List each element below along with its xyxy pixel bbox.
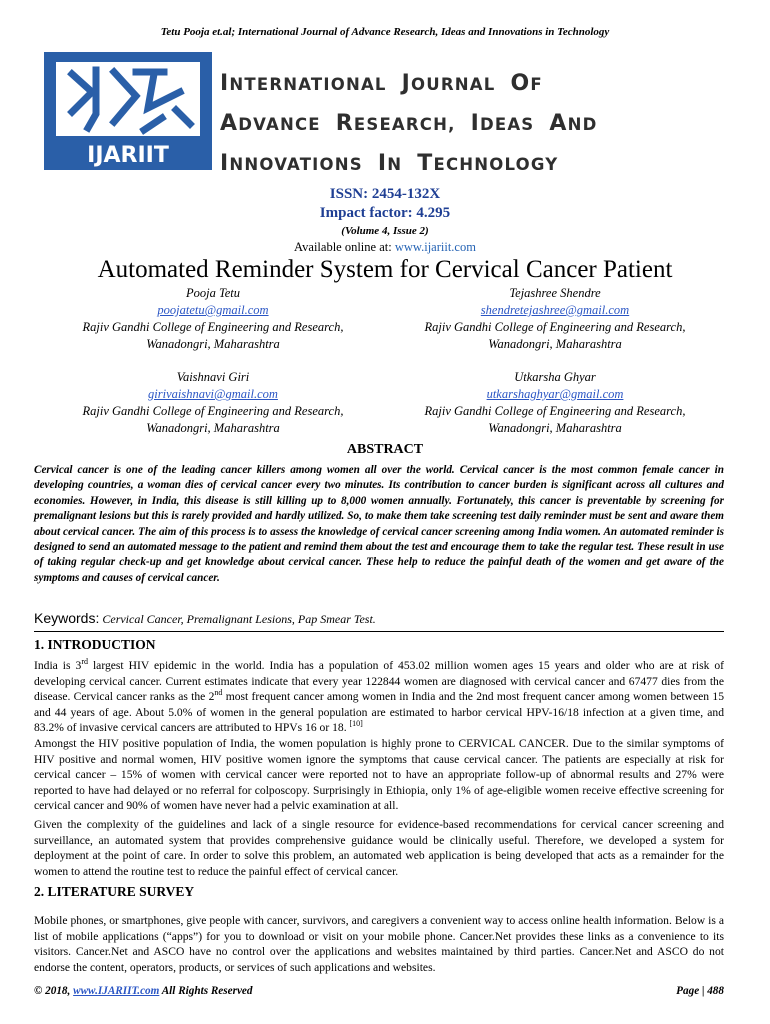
- author-location: Wanadongri, Maharashtra: [488, 421, 622, 435]
- journal-name-word: AND: [549, 111, 598, 136]
- author-block: [390, 285, 720, 353]
- author-name: Utkarsha Ghyar: [514, 370, 596, 384]
- author-affiliation: Rajiv Gandhi College of Engineering and Research,: [82, 404, 344, 418]
- author-name: Pooja Tetu: [185, 286, 241, 300]
- footer-site-link[interactable]: www.IJARIIT.com: [73, 985, 160, 997]
- literature-paragraph-1: Mobile phones, or smartphones, give people with cancer, survivors, and caregivers a convenient way to access online health information. Below is a list of mobile applications (“apps”) for you to download or visit on your mobile phone. Cancer.Net provides these links as a convenience to its visitors. Cancer.Net and ASCO have no control over the applications and websites maintained by third parties. Cancer.Net and ASCO do not endorse the content, operators, products, or services of such applications and websites.: [34, 914, 724, 974]
- journal-website-link[interactable]: www.ijariit.com: [394, 240, 476, 254]
- author-email-link[interactable]: shendretejashree@gmail.com: [480, 303, 630, 317]
- journal-name-word: INNOVATIONS: [220, 151, 363, 176]
- footer-rights: All Rights Reserved: [159, 985, 253, 997]
- logo-text: IJARIIT: [87, 143, 169, 168]
- author-location: Wanadongri, Maharashtra: [146, 337, 280, 351]
- journal-name-word: ADVANCE: [220, 111, 321, 136]
- journal-logo: [44, 52, 212, 170]
- availability-label: Available online at:: [294, 240, 395, 254]
- author-block: [48, 369, 378, 437]
- author-location: Wanadongri, Maharashtra: [146, 421, 280, 435]
- author-block: [48, 285, 378, 353]
- author-affiliation: Rajiv Gandhi College of Engineering and Research,: [82, 320, 344, 334]
- journal-name-word: RESEARCH,: [335, 111, 456, 136]
- page-number: Page | 488: [676, 985, 724, 997]
- journal-name: [220, 64, 740, 184]
- keywords-text: Cervical Cancer, Premalignant Lesions, Pap Smear Test.: [102, 612, 376, 626]
- running-header: Tetu Pooja et.al; International Journal of Advance Research, Ideas and Innovations in Technology: [160, 26, 610, 38]
- journal-name-word: TECHNOLOGY: [417, 151, 559, 176]
- issn: ISSN: 2454-132X: [329, 186, 441, 202]
- abstract-heading: ABSTRACT: [346, 442, 424, 457]
- author-name: Vaishnavi Giri: [176, 370, 250, 384]
- journal-name-line-2: [220, 104, 740, 144]
- availability-line: [0, 240, 770, 255]
- intro-paragraph-1: [34, 658, 724, 736]
- ordinal-suffix: nd: [214, 688, 223, 698]
- page-footer: [34, 985, 724, 997]
- keywords-line: [34, 610, 724, 632]
- section-heading-literature-survey: 2. LITERATURE SURVEY: [34, 884, 195, 899]
- volume-issue: (Volume 4, Issue 2): [341, 225, 429, 237]
- author-name: Tejashree Shendre: [509, 286, 601, 300]
- section-heading-introduction: 1. INTRODUCTION: [34, 637, 156, 652]
- ordinal-suffix: rd: [81, 657, 88, 667]
- author-block: [390, 369, 720, 437]
- author-email-link[interactable]: girivaishnavi@gmail.com: [148, 387, 278, 401]
- journal-name-word: INTERNATIONAL: [220, 71, 387, 96]
- intro-p1-text-c: most frequent cancer among women in India and the 2nd most frequent cancer among women between 15 and 44 years of age. About 5.0% of women in the general population are estimated to harbor cervical HPV-16/18 infection at a given time, and 83.2% of invasive cervical cancers are attributed to HPVs 16 or 18.: [34, 690, 724, 735]
- author-email-link[interactable]: utkarshaghyar@gmail.com: [486, 387, 624, 401]
- journal-name-word: JOURNAL: [401, 71, 496, 96]
- journal-name-word: OF: [510, 71, 543, 96]
- intro-paragraph-3: Given the complexity of the guidelines and lack of a single resource for evidence-based recommendations for cervical cancer screening and surveillance, an automated system that provides comprehensive guidance would be clinically useful. Therefore, we developed a system for deployment at the point of care. In order to solve this problem, an automated web application is being developed that acts as a remainder for the women to attend the routine test to reduce the painful effect of cervical cancer.: [34, 818, 724, 878]
- journal-name-line-1: [220, 64, 740, 104]
- journal-name-line-3: [220, 144, 740, 184]
- citation-reference: [10]: [349, 719, 363, 729]
- intro-p1-text-a: India is 3: [34, 659, 82, 672]
- keywords-label: Keywords:: [34, 610, 100, 626]
- impact-factor: Impact factor: 4.295: [319, 205, 451, 221]
- paper-title: Automated Reminder System for Cervical Cancer Patient: [97, 256, 673, 283]
- footer-copyright: © 2018,: [34, 985, 74, 997]
- author-affiliation: Rajiv Gandhi College of Engineering and Research,: [424, 404, 686, 418]
- abstract-text: Cervical cancer is one of the leading cancer killers among women all over the world. Cervical cancer is the most common female cancer in developing countries, a woman dies of cervical cancer every two minutes. Its contribution to cancer burden is significant across all cultures and economies. However, in India, this disease is still killing up to 8,000 women annually. Fortunately, this cancer is preventable by screening for premalignant lesions but this is rarely provided and hardly utilized. So, to make them take screening test daily reminder must be sent and aware them about cervical cancer. The aim of this process is to assess the knowledge of cervical cancer screening among India women. An automated reminder is designed to send an automated message to the patient and remind them about the test and encourage them to take the regular test. These result in use of taking regular check-up and get knowledge about cervical cancer. These help to reduce the painful death of the women and get aware of the symptoms and causes of cervical cancer.: [34, 464, 724, 584]
- author-location: Wanadongri, Maharashtra: [488, 337, 622, 351]
- author-affiliation: Rajiv Gandhi College of Engineering and Research,: [424, 320, 686, 334]
- author-email-link[interactable]: poojatetu@gmail.com: [157, 303, 269, 317]
- journal-name-word: IDEAS: [470, 111, 535, 136]
- intro-p1-text-b: largest HIV epidemic in the world. India has a population of 453.02 million women ages 15 years and older who are at risk of developing cervical cancer. Current estimates indicate that every year 122844 women are diagnosed with cervical cancer and 67477 dies from the disease. Cervical cancer ranks as the 2: [34, 659, 725, 704]
- journal-name-word: IN: [377, 151, 403, 176]
- intro-paragraph-2: Amongst the HIV positive population of India, the women population is highly prone to CERVICAL CANCER. Due to the similar symptoms of HIV positive and normal women, HIV positive women ignore the symptoms that cause cervical cancer. The patients are especially at risk for cervical cancer – 15% of women with cervical cancer were reported not to have an appropriate follow-up of abnormal results and 27% were reported to have had delayed or no referral for colposcopy. Surprisingly in Ethiopia, only 1% of age-eligible women receive effective screening for cervical cancer and 90% of women have never had a pelvic examination at all.: [34, 737, 724, 813]
